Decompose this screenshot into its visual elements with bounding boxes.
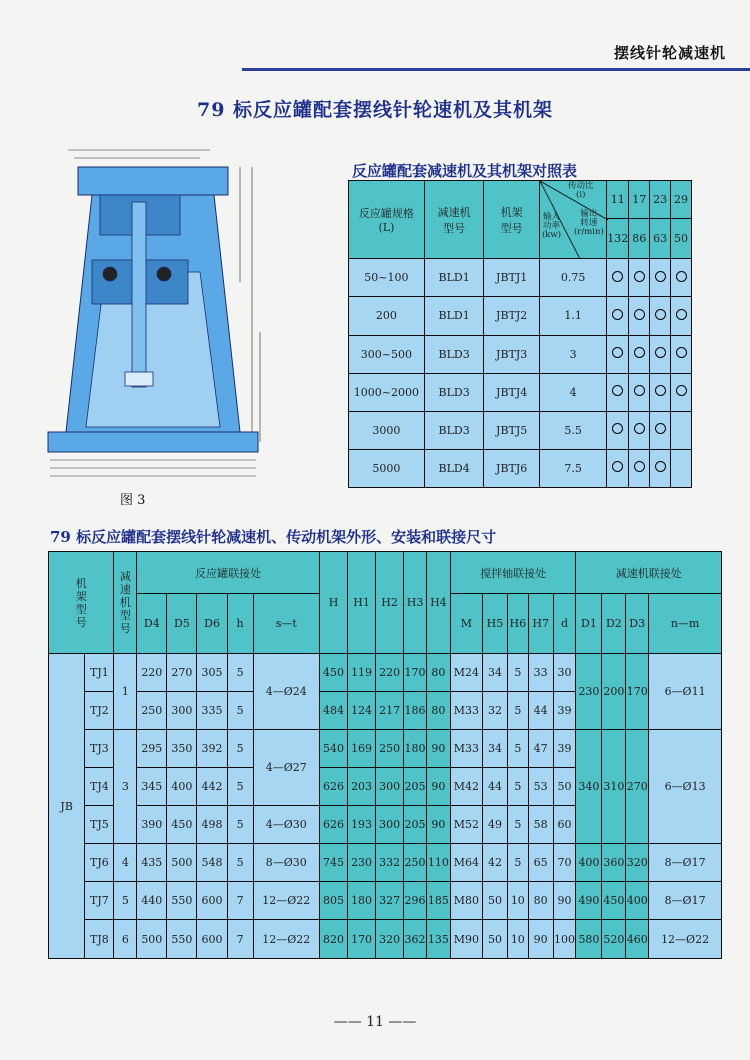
cell-h5: 32	[483, 692, 508, 730]
cell-h7: 80	[528, 882, 553, 920]
circle-mark-icon	[634, 461, 645, 472]
cell-d: 30	[553, 654, 576, 692]
cell-h: 5	[227, 768, 253, 806]
dims-row	[49, 654, 722, 692]
cell-h: 745	[320, 844, 348, 882]
cell-d2: 520	[602, 920, 626, 959]
cell-jb: JB	[49, 654, 85, 959]
cell-d3: 170	[626, 654, 649, 730]
comparison-row	[349, 335, 692, 373]
hdr-tank-group: 反应罐联接处	[137, 552, 320, 594]
cell-frame: JBTJ6	[484, 449, 540, 487]
cell-mark	[607, 335, 629, 373]
cell-h4: 90	[426, 806, 450, 844]
dims-row	[49, 882, 722, 920]
cell-d4: 220	[137, 654, 167, 692]
cell-h7: 53	[528, 768, 553, 806]
circle-mark-icon	[634, 309, 645, 320]
circle-mark-icon	[676, 309, 687, 320]
cell-h7: 47	[528, 730, 553, 768]
cell-d: 100	[553, 920, 576, 959]
output-label: 输出 转速 (r/min)	[573, 209, 604, 237]
cell-d2: 450	[602, 882, 626, 920]
cell-h2: 300	[376, 768, 404, 806]
cell-h6: 5	[507, 844, 528, 882]
cell-h1: 169	[348, 730, 376, 768]
hdr-D6: D6	[197, 594, 227, 654]
cell-frame: JBTJ5	[484, 411, 540, 449]
cell-h: 626	[320, 806, 348, 844]
cell-nm: 8—Ø17	[649, 882, 722, 920]
cell-mark	[650, 335, 671, 373]
cell-mark	[671, 449, 692, 487]
cell-h5: 50	[483, 882, 508, 920]
cell-h6: 5	[507, 730, 528, 768]
cell-h1: 180	[348, 882, 376, 920]
cell-h3: 180	[404, 730, 427, 768]
dims-row	[49, 920, 722, 959]
cell-mark	[629, 449, 650, 487]
comparison-row	[349, 297, 692, 335]
cell-d2: 310	[602, 730, 626, 844]
cell-h2: 332	[376, 844, 404, 882]
cell-h1: 230	[348, 844, 376, 882]
cell-mark	[671, 259, 692, 297]
cell-d3: 270	[626, 730, 649, 844]
cell-mark	[629, 297, 650, 335]
cell-h5: 42	[483, 844, 508, 882]
cell-d5: 550	[167, 920, 197, 959]
cell-d4: 440	[137, 882, 167, 920]
cell-reducer: BLD1	[424, 297, 484, 335]
cell-h: 484	[320, 692, 348, 730]
cell-h4: 185	[426, 882, 450, 920]
circle-mark-icon	[634, 423, 645, 434]
cell-d3: 320	[626, 844, 649, 882]
circle-mark-icon	[655, 309, 666, 320]
cell-mark	[650, 297, 671, 335]
cell-m: M33	[450, 730, 482, 768]
cell-mark	[671, 335, 692, 373]
cell-reducer-type: 3	[114, 730, 137, 844]
col-frame: 机架 型号	[484, 181, 540, 259]
cell-h: 5	[227, 654, 253, 692]
cell-m: M90	[450, 920, 482, 959]
cell-nm: 8—Ø17	[649, 844, 722, 882]
cell-d5: 500	[167, 844, 197, 882]
ratio-label: 传动比 (i)	[567, 181, 594, 200]
cell-h4: 90	[426, 768, 450, 806]
ratio-29: 29	[671, 181, 692, 219]
cell-st: 8—Ø30	[253, 844, 319, 882]
cell-d1: 230	[576, 654, 602, 730]
cell-m: M52	[450, 806, 482, 844]
col-diagonal-header	[539, 181, 606, 259]
cell-mark	[629, 259, 650, 297]
cell-tj: TJ8	[85, 920, 114, 959]
cell-h2: 220	[376, 654, 404, 692]
cell-h7: 90	[528, 920, 553, 959]
cell-reducer: BLD4	[424, 449, 484, 487]
circle-mark-icon	[612, 347, 623, 358]
cell-h4: 90	[426, 730, 450, 768]
cell-m: M42	[450, 768, 482, 806]
cell-h7: 65	[528, 844, 553, 882]
col-spec: 反应罐规格 (L)	[349, 181, 425, 259]
cell-h5: 49	[483, 806, 508, 844]
cell-h5: 34	[483, 654, 508, 692]
comparison-row	[349, 449, 692, 487]
cell-h5: 44	[483, 768, 508, 806]
cell-h2: 250	[376, 730, 404, 768]
hdr-D4: D4	[137, 594, 167, 654]
cell-d4: 390	[137, 806, 167, 844]
page-number: —— 11 ——	[333, 1014, 417, 1030]
cell-frame: JBTJ1	[484, 259, 540, 297]
cell-reducer: BLD3	[424, 373, 484, 411]
cell-mark	[671, 411, 692, 449]
cell-h4: 80	[426, 692, 450, 730]
cell-m: M64	[450, 844, 482, 882]
hdr-H4: H4	[426, 552, 450, 654]
speed-132: 132	[607, 219, 629, 259]
hdr-st: s—t	[253, 594, 319, 654]
dims-row	[49, 730, 722, 768]
cell-mark	[607, 373, 629, 411]
cell-h2: 300	[376, 806, 404, 844]
cell-mark	[607, 297, 629, 335]
cell-m: M33	[450, 692, 482, 730]
ratio-17: 17	[629, 181, 650, 219]
hdr-d: d	[553, 594, 576, 654]
cell-h: 626	[320, 768, 348, 806]
cell-d6: 600	[197, 920, 227, 959]
cell-d6: 600	[197, 882, 227, 920]
cell-h6: 10	[507, 882, 528, 920]
circle-mark-icon	[612, 423, 623, 434]
cell-d4: 435	[137, 844, 167, 882]
reducer-frame-drawing	[40, 142, 280, 494]
hdr-H7: H7	[528, 594, 553, 654]
cell-h6: 5	[507, 806, 528, 844]
ratio-11: 11	[607, 181, 629, 219]
cell-frame: JBTJ4	[484, 373, 540, 411]
cell-h3: 362	[404, 920, 427, 959]
cell-mark	[650, 411, 671, 449]
cell-d6: 442	[197, 768, 227, 806]
cell-nm: 6—Ø11	[649, 654, 722, 730]
cell-h7: 44	[528, 692, 553, 730]
circle-mark-icon	[655, 423, 666, 434]
dimensions-table	[48, 551, 722, 959]
cell-power: 0.75	[539, 259, 606, 297]
cell-power: 7.5	[539, 449, 606, 487]
cell-h3: 296	[404, 882, 427, 920]
cell-h: 820	[320, 920, 348, 959]
hdr-nm: n—m	[649, 594, 722, 654]
cell-d1: 490	[576, 882, 602, 920]
col-reducer: 减速机 型号	[424, 181, 484, 259]
dims-table-title: 79 标反应罐配套摆线针轮减速机、传动机架外形、安装和联接尺寸	[50, 528, 497, 546]
hdr-H2: H2	[376, 552, 404, 654]
cell-mark	[607, 411, 629, 449]
circle-mark-icon	[676, 271, 687, 282]
cell-h3: 205	[404, 768, 427, 806]
cell-tj: TJ6	[85, 844, 114, 882]
input-label: 输入 功率 (kw)	[541, 212, 562, 240]
cell-h: 540	[320, 730, 348, 768]
cell-h: 5	[227, 730, 253, 768]
cell-h3: 170	[404, 654, 427, 692]
cell-power: 3	[539, 335, 606, 373]
cell-h1: 124	[348, 692, 376, 730]
cell-spec: 50~100	[349, 259, 425, 297]
cell-h3: 205	[404, 806, 427, 844]
cell-h4: 110	[426, 844, 450, 882]
cell-st: 12—Ø22	[253, 920, 319, 959]
cell-d3: 460	[626, 920, 649, 959]
cell-d: 39	[553, 730, 576, 768]
circle-mark-icon	[612, 461, 623, 472]
figure-caption: 图 3	[120, 493, 146, 508]
hdr-H1: H1	[348, 552, 376, 654]
cell-d6: 305	[197, 654, 227, 692]
cell-st: 12—Ø22	[253, 882, 319, 920]
cell-h: 5	[227, 844, 253, 882]
cell-d5: 400	[167, 768, 197, 806]
cell-st: 4—Ø24	[253, 654, 319, 730]
hdr-H: H	[320, 552, 348, 654]
cell-m: M24	[450, 654, 482, 692]
cell-tj: TJ3	[85, 730, 114, 768]
cell-h3: 250	[404, 844, 427, 882]
circle-mark-icon	[612, 385, 623, 396]
cell-mark	[607, 259, 629, 297]
cell-st: 4—Ø30	[253, 806, 319, 844]
cell-mark	[650, 373, 671, 411]
cell-h: 450	[320, 654, 348, 692]
hdr-M: M	[450, 594, 482, 654]
comparison-table	[348, 180, 692, 488]
cell-d5: 350	[167, 730, 197, 768]
cell-tj: TJ7	[85, 882, 114, 920]
circle-mark-icon	[655, 271, 666, 282]
dims-row	[49, 844, 722, 882]
circle-mark-icon	[634, 271, 645, 282]
cell-h: 7	[227, 882, 253, 920]
cell-spec: 5000	[349, 449, 425, 487]
cell-mark	[650, 259, 671, 297]
cell-tj: TJ1	[85, 654, 114, 692]
cell-h1: 203	[348, 768, 376, 806]
speed-86: 86	[629, 219, 650, 259]
cell-mark	[650, 449, 671, 487]
cell-h2: 320	[376, 920, 404, 959]
cell-nm: 12—Ø22	[649, 920, 722, 959]
cell-d6: 335	[197, 692, 227, 730]
circle-mark-icon	[612, 271, 623, 282]
cell-power: 4	[539, 373, 606, 411]
speed-50: 50	[671, 219, 692, 259]
cell-h1: 170	[348, 920, 376, 959]
cell-spec: 200	[349, 297, 425, 335]
hdr-D2: D2	[602, 594, 626, 654]
cell-d4: 295	[137, 730, 167, 768]
cell-reducer: BLD1	[424, 259, 484, 297]
cell-h7: 58	[528, 806, 553, 844]
circle-mark-icon	[634, 347, 645, 358]
running-header: 摆线针轮减速机	[613, 44, 726, 62]
cell-h5: 50	[483, 920, 508, 959]
page-title: 79 标反应罐配套摆线针轮速机及其机架	[196, 99, 554, 121]
cell-h1: 119	[348, 654, 376, 692]
cell-frame: JBTJ2	[484, 297, 540, 335]
cell-h2: 327	[376, 882, 404, 920]
cell-h6: 5	[507, 654, 528, 692]
hdr-frame-type: 机架型号	[49, 552, 114, 654]
comparison-row	[349, 411, 692, 449]
cell-d4: 500	[137, 920, 167, 959]
comparison-row	[349, 259, 692, 297]
cell-d4: 345	[137, 768, 167, 806]
cell-mark	[629, 335, 650, 373]
cell-h6: 5	[507, 768, 528, 806]
ratio-23: 23	[650, 181, 671, 219]
cell-d5: 300	[167, 692, 197, 730]
cell-mark	[607, 449, 629, 487]
cell-tj: TJ4	[85, 768, 114, 806]
cell-d6: 498	[197, 806, 227, 844]
hdr-H3: H3	[404, 552, 427, 654]
cell-spec: 3000	[349, 411, 425, 449]
cell-h6: 10	[507, 920, 528, 959]
cell-mark	[629, 411, 650, 449]
cell-reducer-type: 5	[114, 882, 137, 920]
cell-power: 1.1	[539, 297, 606, 335]
cell-m: M80	[450, 882, 482, 920]
cell-h6: 5	[507, 692, 528, 730]
header-rule	[242, 68, 750, 71]
cell-reducer-type: 6	[114, 920, 137, 959]
cell-d5: 450	[167, 806, 197, 844]
cell-d6: 548	[197, 844, 227, 882]
circle-mark-icon	[655, 461, 666, 472]
cell-st: 4—Ø27	[253, 730, 319, 806]
hdr-D1: D1	[576, 594, 602, 654]
cell-h: 5	[227, 806, 253, 844]
cell-h7: 33	[528, 654, 553, 692]
circle-mark-icon	[676, 385, 687, 396]
cell-d1: 340	[576, 730, 602, 844]
cell-h: 805	[320, 882, 348, 920]
cell-reducer: BLD3	[424, 335, 484, 373]
hdr-shaft-group: 搅拌轴联接处	[450, 552, 576, 594]
cell-mark	[629, 373, 650, 411]
cell-tj: TJ2	[85, 692, 114, 730]
cell-d: 60	[553, 806, 576, 844]
cell-tj: TJ5	[85, 806, 114, 844]
hdr-reducer-group: 减速机联接处	[576, 552, 722, 594]
hdr-D5: D5	[167, 594, 197, 654]
hdr-h: h	[227, 594, 253, 654]
cell-d1: 400	[576, 844, 602, 882]
cell-d1: 580	[576, 920, 602, 959]
cell-d5: 270	[167, 654, 197, 692]
cell-h4: 80	[426, 654, 450, 692]
cell-d: 50	[553, 768, 576, 806]
cell-d: 70	[553, 844, 576, 882]
circle-mark-icon	[612, 309, 623, 320]
circle-mark-icon	[676, 347, 687, 358]
cell-spec: 300~500	[349, 335, 425, 373]
cell-d2: 200	[602, 654, 626, 730]
cell-reducer-type: 4	[114, 844, 137, 882]
circle-mark-icon	[655, 347, 666, 358]
cell-d4: 250	[137, 692, 167, 730]
cell-d: 90	[553, 882, 576, 920]
cell-h: 7	[227, 920, 253, 959]
cell-nm: 6—Ø13	[649, 730, 722, 844]
cell-h2: 217	[376, 692, 404, 730]
comparison-row	[349, 373, 692, 411]
cell-frame: JBTJ3	[484, 335, 540, 373]
circle-mark-icon	[655, 385, 666, 396]
cell-h1: 193	[348, 806, 376, 844]
hdr-H5: H5	[483, 594, 508, 654]
cell-d3: 400	[626, 882, 649, 920]
cell-mark	[671, 297, 692, 335]
speed-63: 63	[650, 219, 671, 259]
cell-mark	[671, 373, 692, 411]
cell-spec: 1000~2000	[349, 373, 425, 411]
cell-reducer: BLD3	[424, 411, 484, 449]
comparison-table-title: 反应罐配套减速机及其机架对照表	[352, 162, 578, 180]
cell-d: 39	[553, 692, 576, 730]
cell-d5: 550	[167, 882, 197, 920]
cell-h5: 34	[483, 730, 508, 768]
cell-reducer-type: 1	[114, 654, 137, 730]
cell-h3: 186	[404, 692, 427, 730]
cell-h4: 135	[426, 920, 450, 959]
hdr-D3: D3	[626, 594, 649, 654]
cell-d6: 392	[197, 730, 227, 768]
circle-mark-icon	[634, 385, 645, 396]
hdr-reducer-type: 减速机型号	[114, 552, 137, 654]
cell-d2: 360	[602, 844, 626, 882]
cell-h: 5	[227, 692, 253, 730]
hdr-H6: H6	[507, 594, 528, 654]
cell-power: 5.5	[539, 411, 606, 449]
